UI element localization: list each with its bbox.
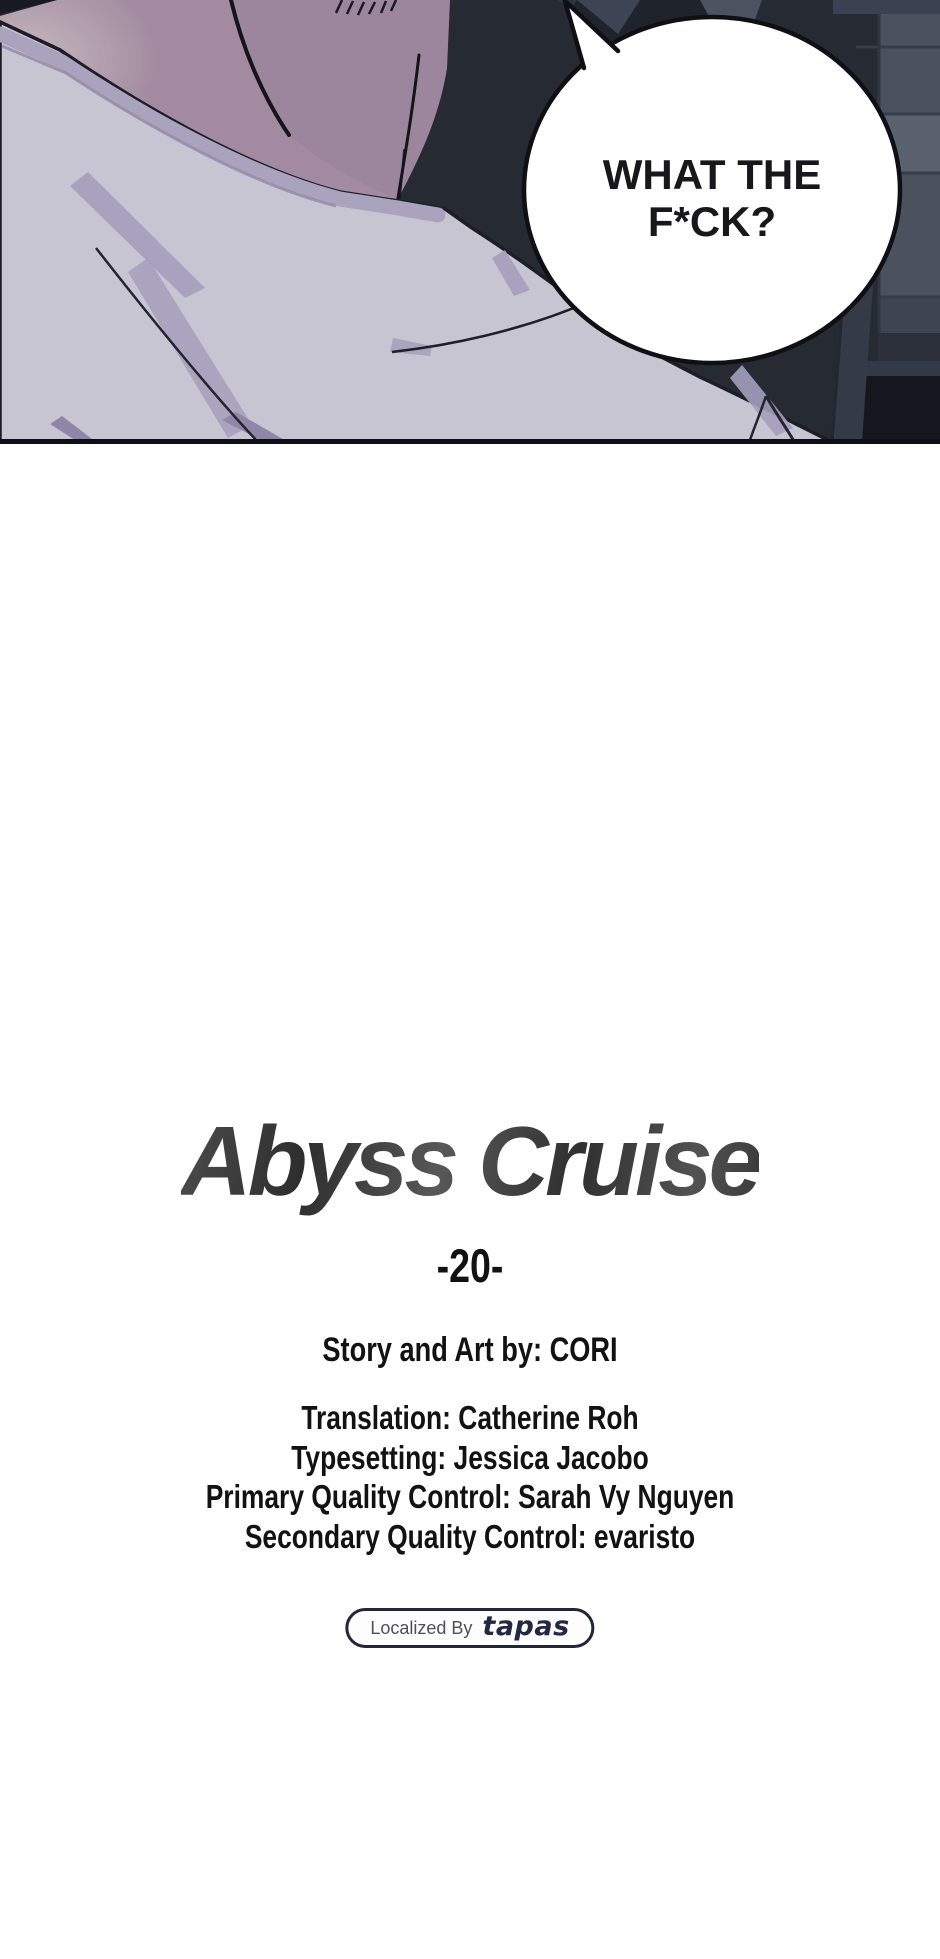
- credit-line-secondary-qc: Secondary Quality Control: evaristo: [244, 1517, 696, 1555]
- series-title: [0, 1108, 940, 1214]
- badge-prefix-label: Localized By: [370, 1617, 473, 1638]
- panel-bottom-border: [0, 439, 940, 444]
- comic-panel: [0, 0, 940, 444]
- series-title-text: Abyss Cruise: [180, 1106, 760, 1216]
- episode-number: -20-: [436, 1239, 504, 1292]
- speech-line-2: F*CK?: [647, 198, 777, 245]
- credit-line-primary-qc: Primary Quality Control: Sarah Vy Nguyen: [205, 1478, 735, 1515]
- localized-by-badge: [345, 1608, 594, 1648]
- speech-line-1: WHAT THE: [602, 151, 822, 198]
- credit-line-typesetting: Typesetting: Jessica Jacobo: [291, 1438, 649, 1476]
- author-credit: Story and Art by: CORI: [322, 1331, 618, 1369]
- localization-credits: [94, 1398, 846, 1556]
- credit-line-translation: Translation: Catherine Roh: [301, 1399, 639, 1436]
- speech-bubble-text: [572, 151, 852, 245]
- tapas-logo: tapas: [482, 1610, 570, 1642]
